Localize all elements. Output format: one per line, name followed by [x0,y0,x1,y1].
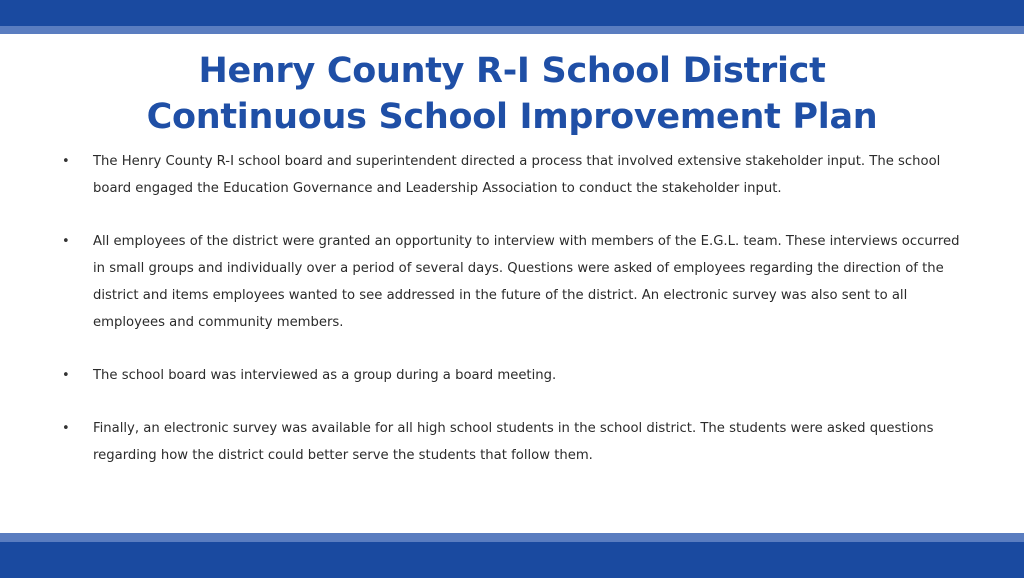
bullet-item [0,362,1024,389]
bullet-item [0,148,1024,202]
slide-title-line-1: Henry County R-I School District [198,51,826,91]
bullet-icon: • [62,368,70,383]
slide-title-line-2: Continuous School Improvement Plan [146,97,878,137]
bullet-text: Finally, an electronic survey was available for all high school students in the school district. The students were asked questions regarding how the district could better serve the students that follow them. [93,421,934,463]
bullet-item [0,228,1024,336]
bullet-text: The school board was interviewed as a group during a board meeting. [93,368,557,383]
bullet-icon: • [62,234,70,249]
bullet-text: The Henry County R-I school board and superintendent directed a process that involved extensive stakeholder input. The school board engaged the Education Governance and Leadership Association to conduct the stakeholder input. [93,154,941,196]
bullet-icon: • [62,154,70,169]
bottom-band [0,542,1024,578]
top-band [0,0,1024,26]
slide-title [0,48,1024,140]
bullet-list [0,148,1024,495]
bullet-text: All employees of the district were granted an opportunity to interview with members of the E.G.L. team. These interviews occurred in small groups and individually over a period of several days. Questions were asked of employees regarding the direction of the district and items employees wanted to see addressed in the future of the district. An electronic survey was also sent to all employees and community members. [93,234,960,330]
bullet-icon: • [62,421,70,436]
bottom-band-accent [0,533,1024,542]
bullet-item [0,415,1024,469]
top-band-accent [0,26,1024,34]
